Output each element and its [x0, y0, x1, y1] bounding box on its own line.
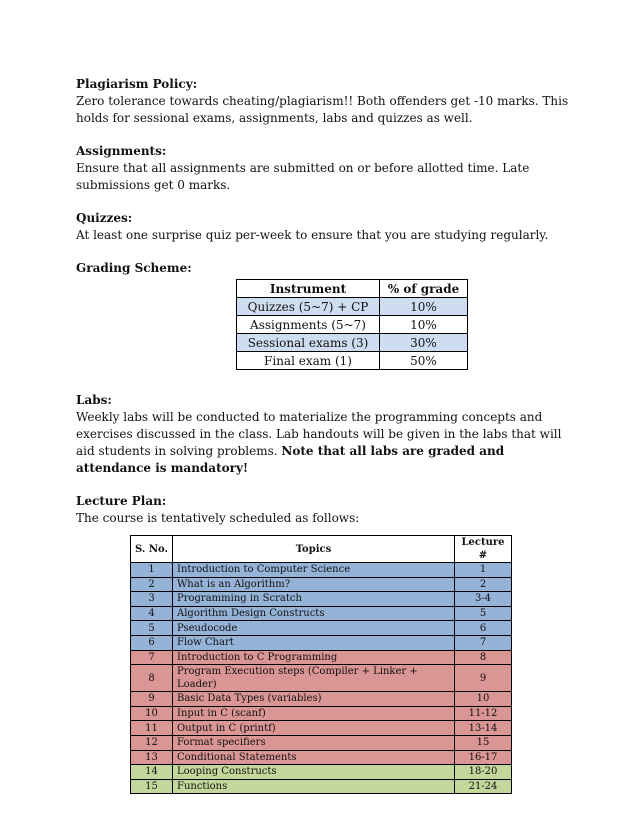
- grading-instrument-cell: Assignments (5~7): [237, 316, 380, 334]
- assignments-section: [76, 143, 578, 194]
- lecture-topic-cell: Pseudocode: [173, 621, 455, 636]
- lecture-topic-cell: Basic Data Types (variables): [173, 692, 455, 707]
- lecture-number-cell: 13-14: [455, 721, 512, 736]
- grading-table: [236, 279, 468, 370]
- lecture-row: [131, 706, 512, 721]
- grading-section: [76, 260, 578, 370]
- lecture-sno-cell: 1: [131, 563, 173, 578]
- lecture-number-cell: 15: [455, 735, 512, 750]
- lecture-sno-cell: 13: [131, 750, 173, 765]
- labs-text: [76, 409, 578, 477]
- lecture-number-cell: 11-12: [455, 706, 512, 721]
- lecture-topic-cell: Input in C (scanf): [173, 706, 455, 721]
- lecture-number-cell: 7: [455, 635, 512, 650]
- lecture-row: [131, 577, 512, 592]
- grading-col-instrument: Instrument: [237, 280, 380, 298]
- lecture-col-topics: Topics: [173, 536, 455, 563]
- lecture-sno-cell: 3: [131, 592, 173, 607]
- lecture-number-cell: 10: [455, 692, 512, 707]
- lecture-sno-cell: 15: [131, 779, 173, 794]
- lecture-sno-cell: 2: [131, 577, 173, 592]
- lecture-header-row: [131, 536, 512, 563]
- lecture-topic-cell: Programming in Scratch: [173, 592, 455, 607]
- lecture-row: [131, 635, 512, 650]
- lecture-row: [131, 621, 512, 636]
- lecture-sno-cell: 9: [131, 692, 173, 707]
- grading-percent-cell: 10%: [380, 316, 468, 334]
- grading-instrument-cell: Quizzes (5~7) + CP: [237, 298, 380, 316]
- lecture-topic-cell: Output in C (printf): [173, 721, 455, 736]
- lecture-number-cell: 21-24: [455, 779, 512, 794]
- grading-row: [237, 298, 468, 316]
- lecture-row: [131, 721, 512, 736]
- quizzes-section: [76, 210, 578, 244]
- grading-percent-cell: 30%: [380, 334, 468, 352]
- plagiarism-section: [76, 76, 578, 127]
- lecture-number-cell: 1: [455, 563, 512, 578]
- labs-body-text: Weekly labs will be conducted to materialize the programming concepts and exercises discussed in the class. Lab handouts will be given in the labs that will aid students in solving problems.: [76, 410, 562, 458]
- lecture-row: [131, 735, 512, 750]
- lecture-number-cell: 16-17: [455, 750, 512, 765]
- lecture-sno-cell: 5: [131, 621, 173, 636]
- lecture-row: [131, 692, 512, 707]
- quizzes-text: At least one surprise quiz per-week to ensure that you are studying regularly.: [76, 228, 549, 242]
- lecture-topic-cell: Format specifiers: [173, 735, 455, 750]
- assignments-heading: Assignments:: [76, 144, 167, 158]
- lecture-number-cell: 2: [455, 577, 512, 592]
- labs-heading: Labs:: [76, 393, 112, 407]
- lecture-topic-cell: Program Execution steps (Compiler + Linker + Loader): [173, 665, 455, 692]
- lecture-table: [130, 535, 512, 794]
- lecture-number-cell: 3-4: [455, 592, 512, 607]
- lecture-topic-cell: Introduction to Computer Science: [173, 563, 455, 578]
- quizzes-heading: Quizzes:: [76, 211, 133, 225]
- lecture-row: [131, 592, 512, 607]
- lecture-col-lecture: Lecture #: [455, 536, 512, 563]
- plagiarism-text: Zero tolerance towards cheating/plagiarism!! Both offenders get -10 marks. This holds for sessional exams, assignments, labs and quizzes as well.: [76, 94, 569, 125]
- lecture-row: [131, 650, 512, 665]
- lecture-row: [131, 765, 512, 780]
- lecture-row: [131, 665, 512, 692]
- grading-header-row: [237, 280, 468, 298]
- lecture-sno-cell: 11: [131, 721, 173, 736]
- plagiarism-heading: Plagiarism Policy:: [76, 77, 198, 91]
- lecture-plan-section: [76, 493, 578, 794]
- assignments-text: Ensure that all assignments are submitted on or before allotted time. Late submissions get 0 marks.: [76, 161, 530, 192]
- labs-mandatory-note: Note that all labs are graded and attendance is mandatory!: [76, 444, 505, 475]
- lecture-sno-cell: 12: [131, 735, 173, 750]
- lecture-sno-cell: 4: [131, 606, 173, 621]
- labs-section: [76, 392, 578, 477]
- grading-row: [237, 352, 468, 370]
- lecture-number-cell: 9: [455, 665, 512, 692]
- lecture-sno-cell: 7: [131, 650, 173, 665]
- lecture-topic-cell: Flow Chart: [173, 635, 455, 650]
- lecture-topic-cell: Algorithm Design Constructs: [173, 606, 455, 621]
- grading-heading: Grading Scheme:: [76, 261, 192, 275]
- lecture-topic-cell: Looping Constructs: [173, 765, 455, 780]
- grading-table-wrap: [76, 279, 578, 370]
- grading-instrument-cell: Sessional exams (3): [237, 334, 380, 352]
- lecture-table-wrap: [130, 535, 578, 794]
- lecture-row: [131, 750, 512, 765]
- lecture-sno-cell: 10: [131, 706, 173, 721]
- lecture-number-cell: 18-20: [455, 765, 512, 780]
- lecture-topic-cell: What is an Algorithm?: [173, 577, 455, 592]
- lecture-sno-cell: 8: [131, 665, 173, 692]
- grading-percent-cell: 10%: [380, 298, 468, 316]
- grading-row: [237, 316, 468, 334]
- lecture-plan-intro: The course is tentatively scheduled as follows:: [76, 511, 360, 525]
- lecture-topic-cell: Introduction to C Programming: [173, 650, 455, 665]
- lecture-number-cell: 5: [455, 606, 512, 621]
- lecture-sno-cell: 14: [131, 765, 173, 780]
- grading-col-percent: % of grade: [380, 280, 468, 298]
- lecture-topic-cell: Functions: [173, 779, 455, 794]
- lecture-row: [131, 779, 512, 794]
- lecture-row: [131, 606, 512, 621]
- grading-row: [237, 334, 468, 352]
- lecture-col-sno: S. No.: [131, 536, 173, 563]
- lecture-topic-cell: Conditional Statements: [173, 750, 455, 765]
- lecture-plan-heading: Lecture Plan:: [76, 494, 167, 508]
- grading-percent-cell: 50%: [380, 352, 468, 370]
- lecture-sno-cell: 6: [131, 635, 173, 650]
- grading-instrument-cell: Final exam (1): [237, 352, 380, 370]
- lecture-row: [131, 563, 512, 578]
- lecture-number-cell: 6: [455, 621, 512, 636]
- lecture-number-cell: 8: [455, 650, 512, 665]
